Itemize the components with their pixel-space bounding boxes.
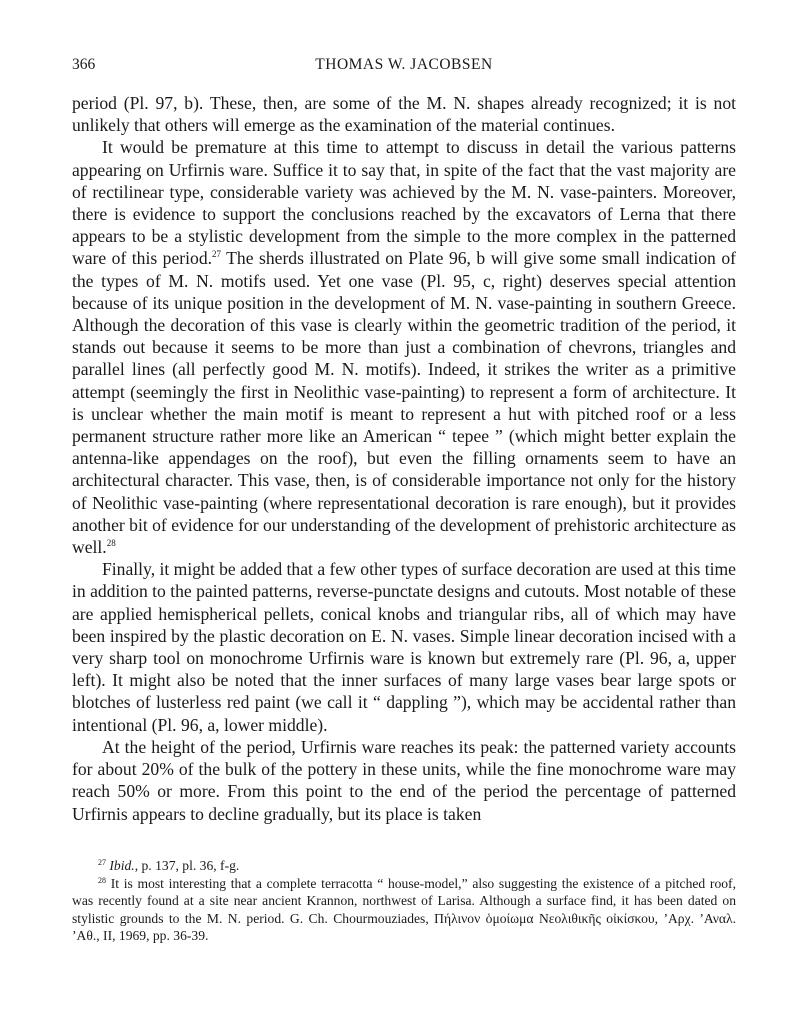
- paragraph: At the height of the period, Urfirnis ware reaches its peak: the patterned variety accounts for about 20% of the bulk of the pottery in these units, while the fine monochrome ware may reach 50% or more. From this point to the end of the period the percentage of patterned Urfirnis appears to decline gradually, but its place is taken: [72, 736, 736, 824]
- footnote-text: It is most interesting that a complete terracotta “ house-model,” also suggesting the existence of a pitched roof, was recently found at a site near ancient Krannon, northwest of Larisa. Although a surface find, it has been dated on stylistic grounds to the M. N. period. G. Ch. Chourmouziades, Πήλινον ὁμοίωμα Νεολιθικῆς οἰκίσκου, ’Αρχ. ’Αναλ. ’Αθ., II, 1969, pp. 36-39.: [72, 875, 736, 944]
- footnote: [72, 875, 736, 945]
- running-head-author: THOMAS W. JACOBSEN: [315, 56, 493, 73]
- footnote-italic: Ibid.: [109, 858, 135, 873]
- paragraph: period (Pl. 97, b). These, then, are some of the M. N. shapes already recognized; it is not unlikely that others will emerge as the examination of the material continues.: [72, 93, 736, 136]
- running-head: [72, 56, 736, 76]
- page-number: 366: [72, 56, 96, 73]
- paragraph: [72, 136, 736, 558]
- paragraph-text: It would be premature at this time to attempt to discuss in detail the various patterns appearing on Urfirnis ware. Suffice it to say that, in spite of the fact that the vast majority are of rectilinear type, considerable variety was achieved by the M. N. vase-painters. Moreover, there is evidence to support the conclusions reached by the excavators of Lerna that there appears to be a stylistic development from the simple to the more complex in the patterned ware of this period.: [72, 137, 736, 269]
- footnote-ref: 28: [106, 538, 116, 549]
- paragraph: Finally, it might be added that a few other types of surface decoration are used at this time in addition to the painted patterns, reverse-punctate designs and cutouts. Most notable of these are applied hemispherical pellets, conical knobs and triangular ribs, all of which may have been inspired by the plastic decoration on E. N. vases. Simple linear decoration incised with a very sharp tool on monochrome Urfirnis ware is known but extremely rare (Pl. 96, a, upper left). It might also be noted that the inner surfaces of many large vases bear large spots or blotches of lusterless red paint (we call it “ dappling ”), which may be accidental rather than intentional (Pl. 96, a, lower middle).: [72, 559, 736, 735]
- footnote-mark: 28: [98, 875, 106, 885]
- footnotes: [72, 857, 736, 945]
- footnote-ref: 27: [212, 249, 222, 260]
- body-text: [72, 92, 736, 825]
- footnote: [72, 857, 736, 875]
- footnote-mark: 27: [98, 858, 106, 867]
- footnote-text: , p. 137, pl. 36, f-g.: [134, 858, 240, 873]
- paragraph-text: The sherds illustrated on Plate 96, b will give some small indication of the types of M. N. motifs used. Yet one vase (Pl. 95, c, right) deserves special attention because of its unique position in the development of M. N. vase-painting in southern Greece. Although the decoration of this vase is clearly within the geometric tradition of the period, it stands out because it seems to be more than just a combination of chevrons, triangles and parallel lines (all perfectly good M. N. motifs). Indeed, it strikes the writer as a primitive attempt (seemingly the first in Neolithic vase-painting) to represent a form of architecture. It is unclear whether the main motif is meant to represent a hut with pitched roof or a less permanent structure rather more like an American “ tepee ” (which might better explain the antenna-like appendages on the roof), but even the filling ornaments seem to have an architectural character. This vase, then, is of considerable importance not only for the history of Neolithic vase-painting (where representational decoration is rare enough), but it provides another bit of evidence for our understanding of the development of prehistoric architecture as well.: [72, 248, 736, 558]
